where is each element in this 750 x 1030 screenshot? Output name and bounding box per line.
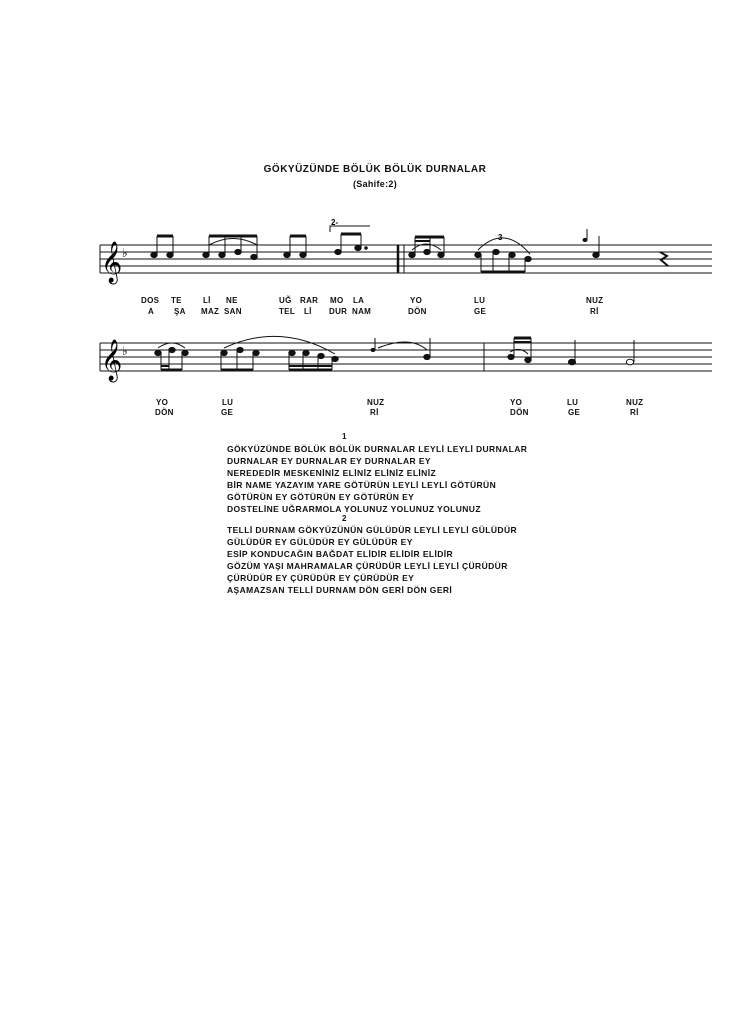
lyric-syllable: TE [171, 296, 182, 305]
lyric-syllable: DÖN [155, 408, 174, 417]
verse-line: GÜLÜDÜR EY GÜLÜDÜR EY GÜLÜDÜR EY [227, 537, 413, 547]
lyric-syllable: MAZ [201, 307, 220, 316]
lyric-syllable: DOS [141, 296, 160, 305]
lyric-syllable: NUZ [367, 398, 385, 407]
lyric-syllable: ŞA [174, 307, 186, 316]
page-subtitle: (Sahife:2) [352, 179, 397, 189]
lyric-syllable: GE [221, 408, 234, 417]
triplet-label: 3 [498, 233, 503, 242]
verse-line: GÖTÜRÜN EY GÖTÜRÜN EY GÖTÜRÜN EY [227, 492, 415, 502]
lyric-syllable: NAM [352, 307, 372, 316]
lyric-syllable: SAN [224, 307, 242, 316]
lyric-syllable: YO [410, 296, 423, 305]
lyric-syllable: NUZ [586, 296, 604, 305]
lyric-syllable: A [148, 307, 155, 316]
lyric-syllable: NE [226, 296, 238, 305]
lyric-syllable: UĞ [279, 296, 292, 305]
treble-clef-icon: 𝄞 [101, 340, 123, 381]
verse-line: DOSTELİNE UĞRARMOLA YOLUNUZ YOLUNUZ YOLUNUZ [227, 504, 481, 514]
volta-2-label: 2- [331, 218, 339, 227]
lyric-syllable: Rİ [370, 408, 379, 417]
lyric-syllable: YO [156, 398, 169, 407]
lyric-syllable: DÖN [510, 408, 529, 417]
lyric-syllable: GE [568, 408, 581, 417]
lyric-syllable: GE [474, 307, 487, 316]
lyric-syllable: Rİ [590, 307, 599, 316]
verse-number: 1 [342, 432, 347, 441]
verse-line: ÇÜRÜDÜR EY ÇÜRÜDÜR EY ÇÜRÜDÜR EY [227, 573, 415, 583]
lyric-syllable: Rİ [630, 408, 639, 417]
lyric-syllable: MO [330, 296, 344, 305]
verse-line: GÖKYÜZÜNDE BÖLÜK BÖLÜK DURNALAR LEYLİ LEYLİ DURNALAR [227, 444, 528, 454]
flat-icon: ♭ [122, 344, 128, 358]
verse-number: 2 [342, 514, 347, 523]
verse-line: NEREDEDİR MESKENİNİZ ELİNİZ ELİNİZ ELİNİZ [227, 468, 437, 478]
verse-line: GÖZÜM YAŞI MAHRAMALAR ÇÜRÜDÜR LEYLİ LEYLİ ÇÜRÜDÜR [227, 561, 508, 571]
treble-clef-icon: 𝄞 [101, 242, 123, 283]
lyric-syllable: LU [567, 398, 579, 407]
lyric-syllable: Lİ [304, 307, 312, 316]
verse-line: BİR NAME YAZAYIM YARE GÖTÜRÜN LEYLİ LEYLİ GÖTÜRÜN [227, 480, 497, 490]
lyric-syllable: TEL [279, 307, 296, 316]
verse-line: AŞAMAZSAN TELLİ DURNAM DÖN GERİ DÖN GERİ [227, 585, 453, 595]
song-title: GÖKYÜZÜNDE BÖLÜK BÖLÜK DURNALAR [263, 164, 487, 175]
lyric-syllable: LA [353, 296, 365, 305]
lyric-syllable: DUR [329, 307, 348, 316]
lyric-syllable: YO [510, 398, 523, 407]
lyric-syllable: LU [222, 398, 234, 407]
lyric-syllable: NUZ [626, 398, 644, 407]
lyric-syllable: Lİ [203, 296, 211, 305]
flat-icon: ♭ [122, 246, 128, 260]
lyric-syllable: LU [474, 296, 486, 305]
verse-line: TELLİ DURNAM GÖKYÜZÜNÜN GÜLÜDÜR LEYLİ LEYLİ GÜLÜDÜR [227, 525, 518, 535]
verse-line: ESİP KONDUCAĞIN BAĞDAT ELİDİR ELİDİR ELİDİR [227, 549, 454, 559]
lyric-syllable: RAR [300, 296, 319, 305]
verse-line: DURNALAR EY DURNALAR EY DURNALAR EY [227, 456, 432, 466]
lyric-syllable: DÖN [408, 307, 427, 316]
